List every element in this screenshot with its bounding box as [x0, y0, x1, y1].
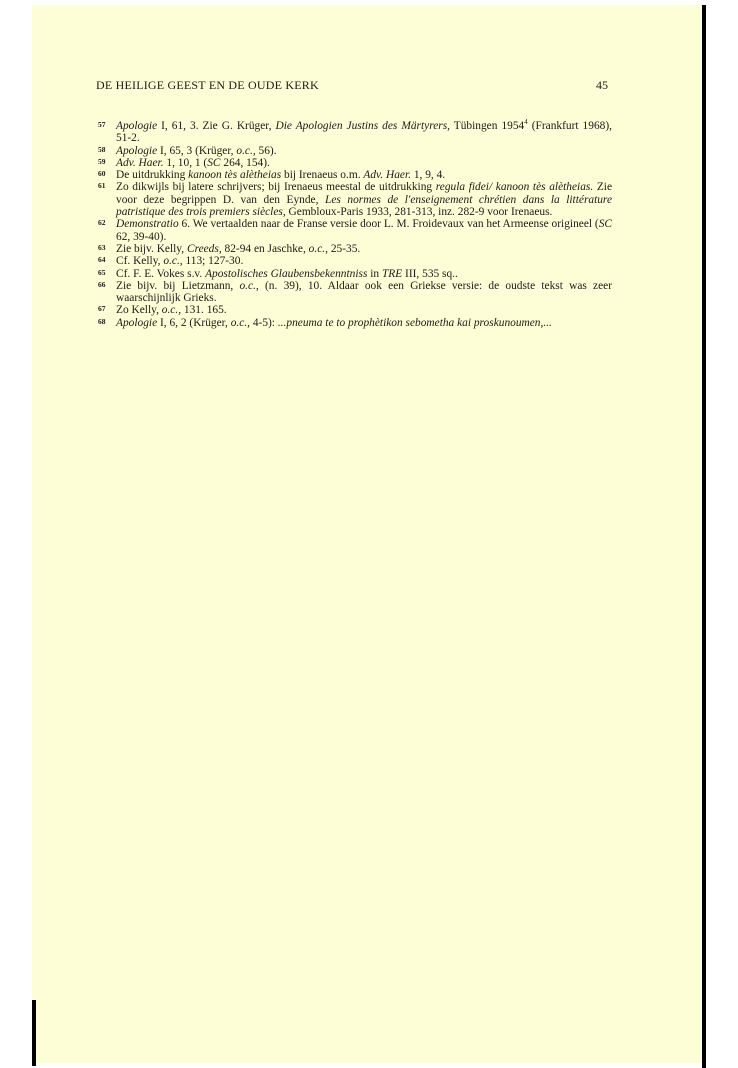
text: Zo Kelly,: [116, 304, 162, 317]
text: 1, 9, 4.: [410, 169, 446, 182]
text: I, 65, 3 (Krüger,: [157, 144, 237, 157]
text: 131. 165.: [181, 304, 227, 317]
italic-text: TRE: [381, 267, 403, 280]
italic-text: o.c.,: [236, 144, 256, 157]
text: 62, 39-40).: [116, 230, 167, 243]
footnote-number: 63: [98, 242, 106, 252]
text: 25-35.: [327, 242, 361, 255]
italic-text: Apologie: [116, 120, 158, 132]
footnote-text: [116, 304, 612, 316]
footnote-60: [96, 169, 612, 181]
footnote-number: 60: [98, 169, 106, 179]
footnote-68: [96, 317, 612, 329]
text: 113; 127-30.: [182, 255, 244, 268]
running-title: DE HEILIGE GEEST EN DE OUDE KERK: [96, 78, 319, 92]
italic-text: Les normes de l'enseignement chrétien dans la littérature patristique des trois premiers siècles,: [116, 193, 612, 219]
footnote-59: [96, 157, 612, 169]
footnote-number: 68: [98, 316, 106, 326]
page-number: 45: [596, 78, 608, 92]
italic-text: o.c.,: [230, 316, 250, 329]
text: Gembloux-Paris 1933, 281-313, inz. 282-9 voor Irenaeus.: [285, 206, 553, 219]
italic-text: o.c.,: [163, 255, 183, 268]
text: 4-5):: [249, 316, 278, 329]
footnote-text: [116, 120, 612, 145]
italic-text: Die Apologien Justins des Märtyrers,: [275, 120, 450, 132]
footnote-number: 62: [98, 218, 106, 228]
footnote-number: 58: [98, 144, 106, 154]
superscript: 4: [524, 118, 528, 127]
text: (n. 39), 10. Aldaar ook een Griekse versie: de oudste tekst was zeer waarschijnlijk Grieks.: [116, 279, 612, 305]
text: Tübingen 1954: [449, 120, 525, 132]
footnote-65: [96, 268, 612, 280]
italic-text: Adv. Haer.: [363, 169, 411, 182]
running-head: [96, 78, 608, 96]
footnote-text: [116, 280, 612, 305]
italic-text: Apostolisches Glaubensbekenntniss: [205, 267, 368, 280]
italic-text: o.c.,: [161, 304, 182, 317]
footnote-number: 66: [98, 279, 106, 289]
text: 1, 10, 1 (: [163, 156, 208, 169]
footnote-61: [96, 181, 612, 218]
footnote-number: 57: [98, 120, 106, 129]
text: 6. We vertaalden naar de Franse versie door L. M. Froidevaux van het Armeense origineel (: [178, 218, 599, 231]
text: De uitdrukking: [116, 169, 189, 182]
scan-edge-right: [702, 5, 706, 1068]
text: 82-94 en Jaschke,: [221, 242, 309, 255]
footnote-text: [116, 169, 612, 181]
italic-text: SC: [598, 218, 612, 231]
footnote-67: [96, 304, 612, 316]
text: Zie bijv. bij Lietzmann,: [116, 279, 240, 292]
footnote-number: 59: [98, 156, 106, 166]
text: 264, 154).: [220, 156, 270, 169]
italic-text: Demonstratio: [116, 218, 179, 231]
text: 56).: [255, 144, 277, 157]
text: bij Irenaeus o.m.: [281, 169, 364, 182]
footnote-text: [116, 145, 612, 157]
italic-text: Creeds,: [186, 242, 222, 255]
text: I, 6, 2 (Krüger,: [157, 316, 231, 329]
italic-text: o.c.,: [239, 279, 259, 292]
footnote-66: [96, 280, 612, 305]
italic-text: kanoon tès alètheias: [188, 169, 282, 182]
footnote-text: [116, 181, 612, 218]
italic-text: ...pneuma te to prophètikon sebometha kai proskunoumen,...: [277, 316, 552, 329]
footnote-number: 64: [98, 255, 106, 265]
footnote-number: 65: [98, 267, 106, 277]
footnote-text: [116, 268, 612, 280]
footnote-text: [116, 243, 612, 255]
text: I, 61, 3. Zie G. Krüger,: [157, 120, 276, 132]
italic-text: SC: [207, 156, 221, 169]
text: Zie bijv. Kelly,: [116, 242, 187, 255]
italic-text: Adv. Haer.: [116, 156, 164, 169]
footnote-64: [96, 255, 612, 267]
italic-text: regula fidei/ kanoon tès alètheias.: [435, 181, 594, 194]
footnote-57: [96, 120, 612, 145]
italic-text: Apologie: [116, 144, 158, 157]
footnote-text: [116, 317, 612, 329]
text: Cf. Kelly,: [116, 255, 164, 268]
footnote-text: [116, 218, 612, 243]
text: III, 535 sq..: [402, 267, 458, 280]
footnote-number: 61: [98, 181, 106, 191]
text: Zo dikwijls bij latere schrijvers; bij Irenaeus meestal de uitdrukking: [116, 181, 436, 194]
scan-edge-left: [32, 1000, 36, 1066]
text: in: [367, 267, 382, 280]
footnotes: [96, 120, 612, 329]
text: Cf. F. E. Vokes s.v.: [116, 267, 206, 280]
footnote-63: [96, 243, 612, 255]
footnote-62: [96, 218, 612, 243]
footnote-58: [96, 145, 612, 157]
footnote-text: [116, 255, 612, 267]
italic-text: o.c.,: [308, 242, 328, 255]
text: (Frankfurt 1968), 51-2.: [116, 120, 612, 145]
text: Zie voor deze begrippen D. van den Eynde,: [116, 181, 612, 206]
italic-text: Apologie: [116, 316, 158, 329]
footnote-number: 67: [98, 304, 106, 314]
footnote-text: [116, 157, 612, 169]
